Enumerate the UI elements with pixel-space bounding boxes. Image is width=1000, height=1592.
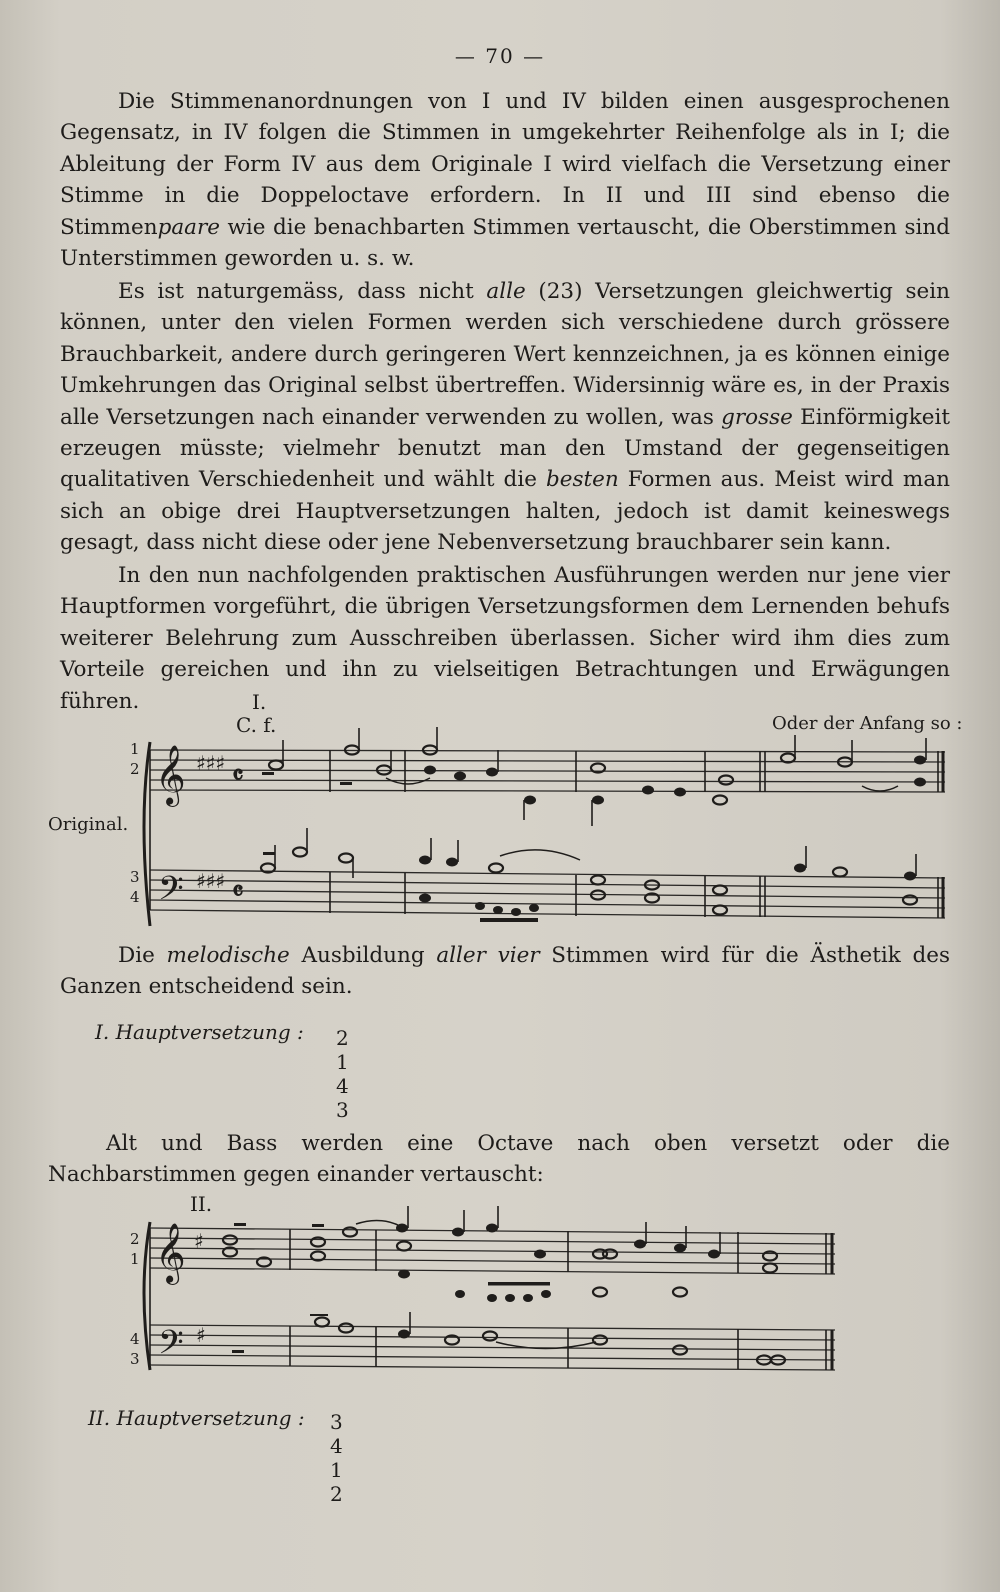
hv1-order-3: 4 [336, 1074, 349, 1098]
p2-italic-besten: besten [545, 467, 619, 493]
p2-text-a: Es ist naturgemäss, dass nicht [118, 279, 487, 304]
treble-notes-1 [262, 727, 926, 826]
bass-clef-icon: 𝄢 [158, 870, 184, 916]
example2-score [0, 1210, 1000, 1390]
paragraph-2 [60, 276, 950, 559]
p2-text-g: Formen aus. Meist wird man sich an obige drei Hauptversetzungen halten, jedoch ist damit keineswegs gesagt, dass nicht diese oder jene Nebenversetzung brauchbarer sein kann. [60, 467, 950, 556]
hauptversetzung-1-text: I. Hauptversetzung : [95, 1020, 304, 1044]
hauptversetzung-2-text: II. Hauptversetzung : [88, 1406, 305, 1430]
p1-text-a: Die Stimmenanordnungen von I und IV bilden einen ausgesprochenen Gegensatz, in IV folgen die Stimmen in umgekehrter Reihenfolge als in I; die Ableitung der Form IV aus dem Originale I wird vielfach die Versetzung einer Stimme in die Doppeloctave erfordern. In II und III sind ebenso die Stimmen [60, 89, 950, 240]
example2-roman: II. [190, 1192, 213, 1216]
ex1-voice-2: 2 [130, 760, 140, 778]
hauptversetzung-2-label [88, 1406, 305, 1430]
common-time-icon: 𝄴 [232, 761, 244, 791]
p2-italic-alle: alle [486, 279, 526, 304]
p4-text-e: Stimmen wird für die Ästhetik des Ganzen entscheidend sein. [60, 943, 950, 1000]
ex1-voice-3: 3 [130, 868, 140, 886]
hv1-order-4: 3 [336, 1098, 349, 1122]
paragraph-4 [60, 940, 950, 1003]
example1-score [0, 730, 1000, 970]
hv1-order-1: 2 [336, 1026, 349, 1050]
p2-text-c: (23) Versetzungen gleichwertig sein können, unter den vielen Formen werden sich verschiedene durch grössere Brauchbarkeit, andere durch geringeren Wert kennzeichnen, ja es können einige Umkehrungen das Original selbst übertreffen. Widersinnig wäre es, in der Praxis alle Versetzungen nach einander verwenden zu wollen, was [60, 279, 950, 430]
hv2-order-4: 2 [330, 1482, 343, 1506]
p4-italic-melodische: melodische [166, 943, 290, 968]
paragraph-3 [60, 560, 950, 717]
p4-italic-aller-vier: aller vier [436, 943, 540, 968]
ex1-voice-1: 1 [130, 740, 140, 758]
p2-italic-grosse: grosse [721, 404, 793, 430]
p4-text-c: Ausbildung [289, 943, 437, 968]
p2-text-e: Einförmigkeit erzeugen müsste; vielmehr benutzt man den Umstand der gegenseitigen qualitativen Verschiedenheit und wählt die [60, 404, 950, 493]
key-signature-sharps-bass-icon: ♯♯♯ [196, 869, 226, 893]
ex2-voice-1: 1 [130, 1250, 140, 1268]
hv2-order-1: 3 [330, 1410, 343, 1434]
treble-staff-2 [150, 1228, 835, 1274]
bass-staff-1 [150, 870, 945, 918]
example1-roman: I. [252, 690, 267, 714]
hv2-order-2: 4 [330, 1434, 343, 1458]
example1-anfang: Oder der Anfang so : [772, 713, 963, 734]
treble-clef-2-icon: 𝄞 [155, 1223, 186, 1283]
ex2-voice-2: 2 [130, 1230, 140, 1248]
ex2-voice-4: 4 [130, 1330, 140, 1348]
treble-notes-2 [223, 1206, 777, 1302]
p3-text: In den nun nachfolgenden praktischen Ausführungen werden nur jene vier Hauptformen vorgeführt, die übrigen Versetzungsformen dem Lernenden behufs weiterer Belehrung zum Ausschreiben überlassen. Sicher wird ihm dies zum Vorteile gereichen und ihn zu vielseitigen Betrachtungen und Erwägungen führen. [60, 563, 950, 714]
paragraph-5 [48, 1128, 950, 1191]
ex1-voice-4: 4 [130, 888, 140, 906]
hauptversetzung-1-label [95, 1020, 304, 1044]
page-number: — 70 — [454, 44, 546, 68]
treble-staff-1 [150, 750, 945, 792]
p4-text-a: Die [118, 943, 167, 968]
example1-cf: C. f. [236, 713, 277, 737]
p5-text: Alt und Bass werden eine Octave nach oben versetzt oder die Nachbarstimmen gegen einander vertauscht: [48, 1131, 950, 1188]
hv1-order-2: 1 [336, 1050, 349, 1074]
hv2-order-3: 1 [330, 1458, 343, 1482]
system-brace-2 [144, 1222, 150, 1370]
bass-clef-2-icon: 𝄢 [158, 1324, 184, 1370]
system-brace [144, 742, 150, 926]
p1-text-c: wie die benachbarten Stimmen vertauscht, die Oberstimmen sind Unterstimmen geworden u. s. w. [60, 214, 950, 272]
paragraph-1 [60, 86, 950, 274]
ex2-voice-3: 3 [130, 1350, 140, 1368]
key-signature-bass-2-icon: ♯ [196, 1323, 206, 1347]
p1-italic: paare [157, 214, 220, 240]
example1-original-label: Original. [48, 814, 129, 835]
treble-clef-icon: 𝄞 [155, 745, 186, 805]
key-signature-2-icon: ♯ [194, 1229, 204, 1253]
common-time-bass-icon: 𝄴 [232, 877, 244, 907]
key-signature-sharps-icon: ♯♯♯ [196, 751, 226, 775]
